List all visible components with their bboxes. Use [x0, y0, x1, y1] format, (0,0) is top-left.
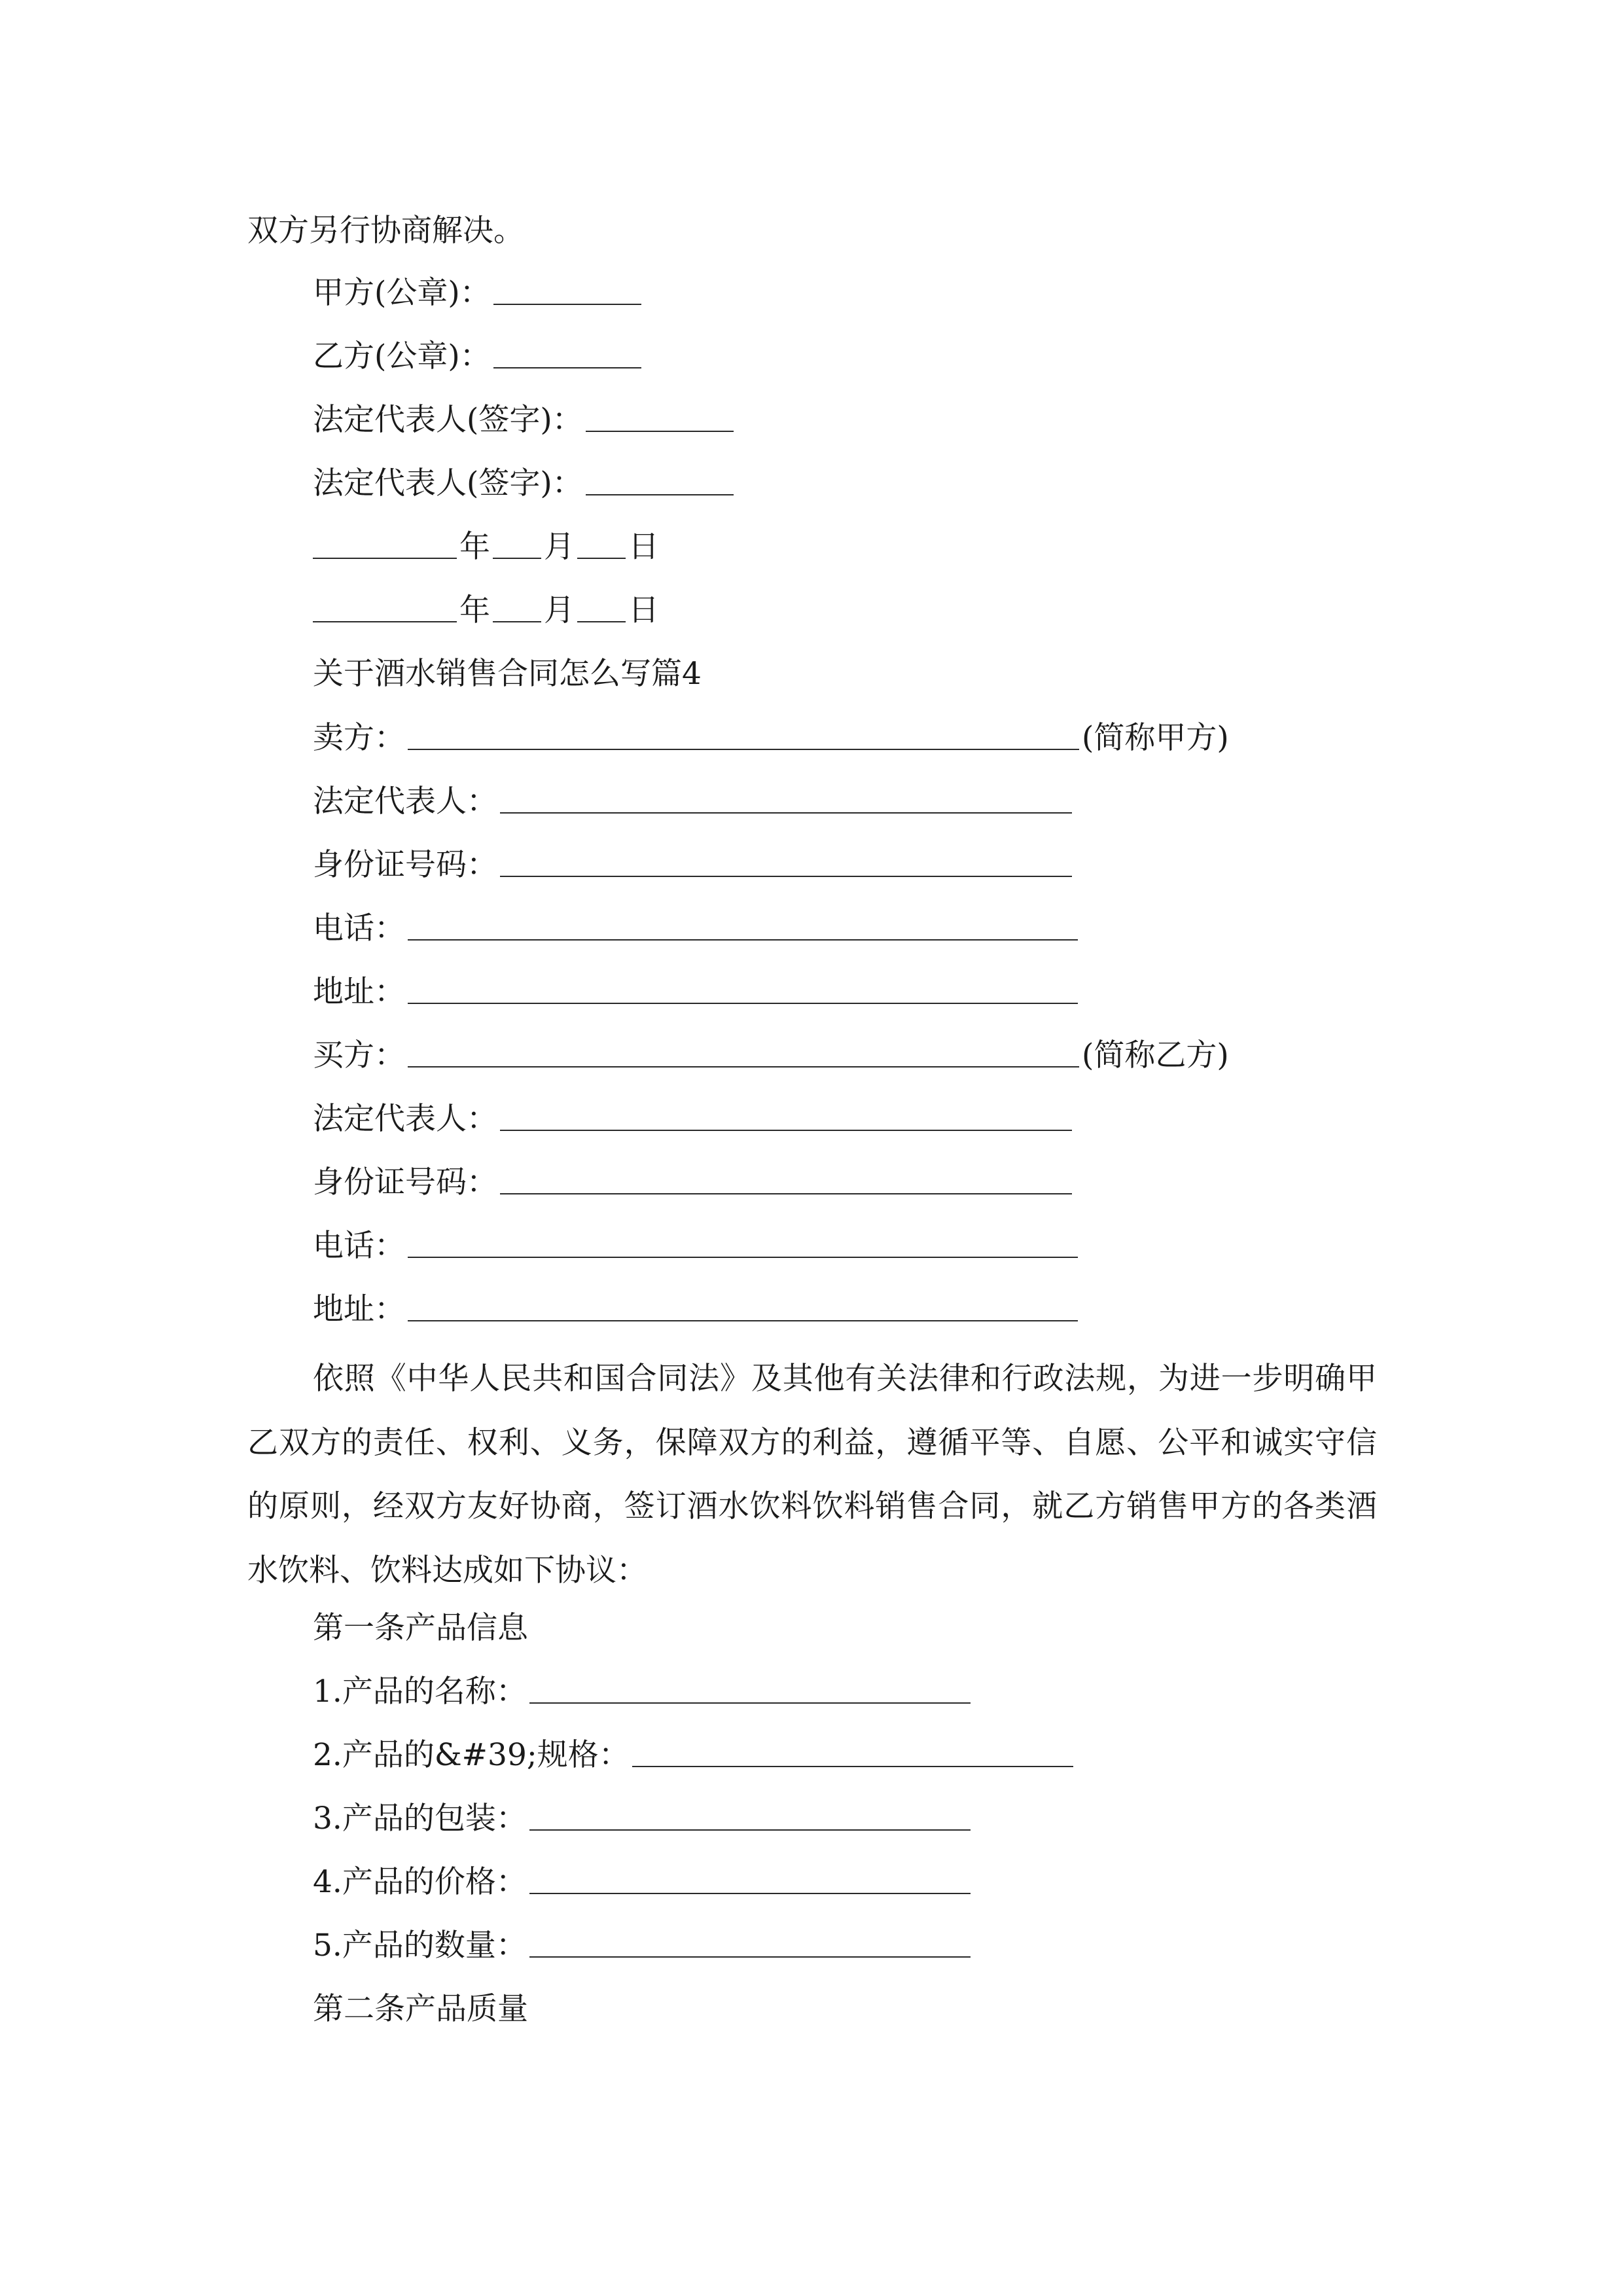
- buyer-id-blank[interactable]: [500, 1157, 1072, 1194]
- party-a-seal-blank[interactable]: [493, 267, 641, 305]
- rep-sign-line-1: 法定代表人(签字)：: [0, 394, 736, 446]
- intro-paragraph: 依照《中华人民共和国合同法》及其他有关法律和行政法规，为进一步明确甲乙双方的责任、权利、义务，保障双方的利益，遵循平等、自愿、公平和诚实守信的原则，经双方友好协商，签订酒水饮料饮料销售合同，就乙方销售甲方的各类酒水饮料、饮料达成如下协议：: [247, 1361, 1377, 1588]
- buyer-rep-blank[interactable]: [500, 1093, 1072, 1131]
- seller-phone-blank[interactable]: [408, 903, 1078, 941]
- product-quantity-blank[interactable]: [529, 1920, 971, 1958]
- month-blank-1[interactable]: [493, 521, 541, 559]
- section-heading: 关于酒水销售合同怎么写篇4: [313, 656, 702, 692]
- continuation-text: 双方另行协商解决。: [247, 213, 524, 249]
- product-spec-blank[interactable]: [632, 1729, 1073, 1767]
- date-line-2: 年 月 日: [0, 584, 659, 637]
- buyer-line: 买方： (简称乙方): [0, 1030, 1229, 1082]
- seller-id-line: 身份证号码：: [0, 839, 1075, 891]
- date-line-1: 年 月 日: [0, 521, 659, 573]
- product-price-line: 4.产品的价格：: [0, 1856, 973, 1909]
- buyer-phone-line: 电话：: [0, 1220, 1080, 1272]
- seller-blank[interactable]: [408, 712, 1079, 750]
- buyer-phone-blank[interactable]: [408, 1220, 1078, 1258]
- article-1-title: 第一条产品信息: [313, 1610, 528, 1646]
- product-name-blank[interactable]: [529, 1666, 971, 1704]
- seller-rep-line: 法定代表人：: [0, 776, 1075, 828]
- year-blank-2[interactable]: [313, 584, 457, 622]
- article-2-title: 第二条产品质量: [313, 1991, 528, 2027]
- rep-sign-blank-2[interactable]: [586, 457, 734, 495]
- buyer-address-line: 地址：: [0, 1283, 1080, 1336]
- day-blank-2[interactable]: [577, 584, 626, 622]
- buyer-rep-line: 法定代表人：: [0, 1093, 1075, 1145]
- seller-phone-line: 电话：: [0, 903, 1080, 955]
- product-price-blank[interactable]: [529, 1856, 971, 1894]
- seller-rep-blank[interactable]: [500, 776, 1072, 814]
- party-b-seal-line: 乙方(公章)：: [0, 331, 644, 383]
- rep-sign-blank-1[interactable]: [586, 394, 734, 432]
- party-a-seal-line: 甲方(公章)：: [0, 267, 644, 319]
- buyer-id-line: 身份证号码：: [0, 1157, 1075, 1209]
- year-blank-1[interactable]: [313, 521, 457, 559]
- seller-address-blank[interactable]: [408, 966, 1078, 1004]
- month-blank-2[interactable]: [493, 584, 541, 622]
- product-package-blank[interactable]: [529, 1793, 971, 1831]
- buyer-address-blank[interactable]: [408, 1283, 1078, 1321]
- day-blank-1[interactable]: [577, 521, 626, 559]
- product-quantity-line: 5.产品的数量：: [0, 1920, 973, 1972]
- product-spec-line: 2.产品的&#39;规格：: [0, 1729, 1076, 1782]
- buyer-blank[interactable]: [408, 1030, 1079, 1067]
- seller-line: 卖方： (简称甲方): [0, 712, 1229, 764]
- product-name-line: 1.产品的名称：: [0, 1666, 973, 1718]
- rep-sign-line-2: 法定代表人(签字)：: [0, 457, 736, 510]
- party-b-seal-blank[interactable]: [493, 331, 641, 368]
- product-package-line: 3.产品的包装：: [0, 1793, 973, 1845]
- seller-address-line: 地址：: [0, 966, 1080, 1018]
- seller-id-blank[interactable]: [500, 839, 1072, 877]
